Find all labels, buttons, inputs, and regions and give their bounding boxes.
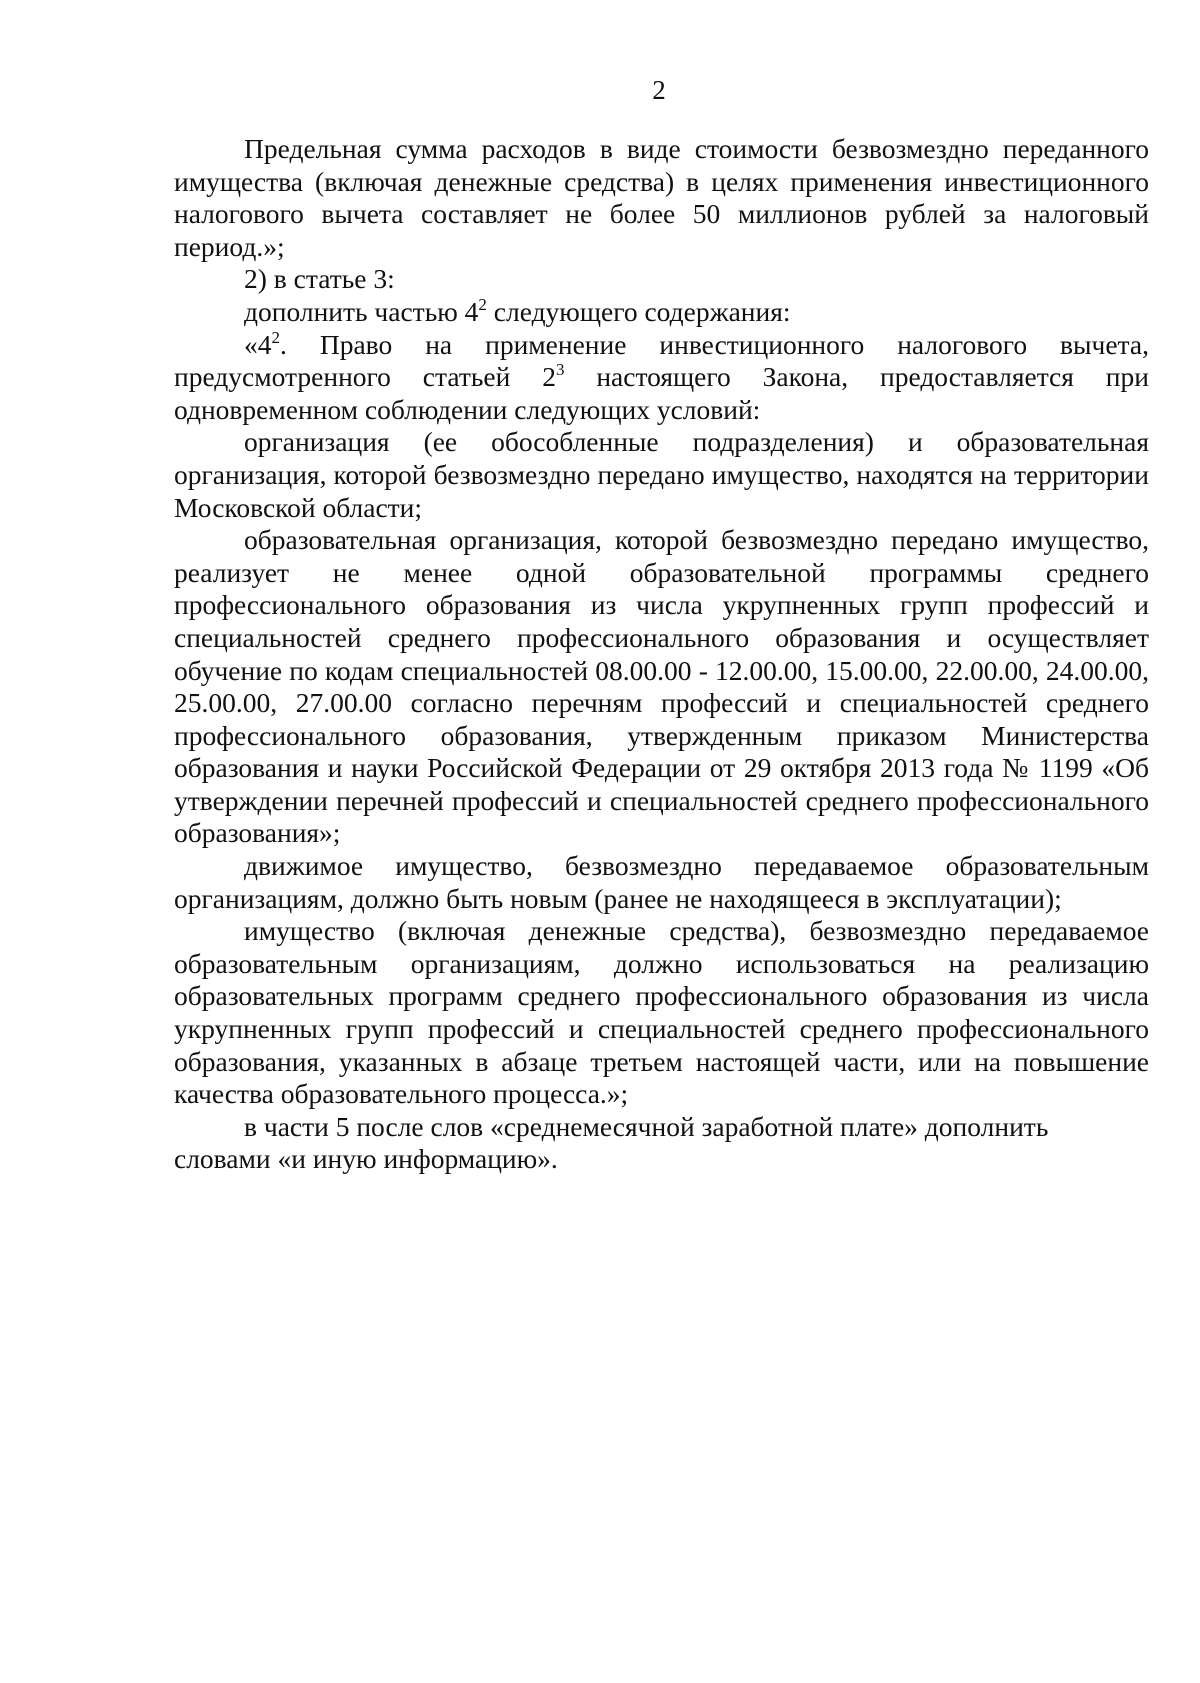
deduction-text-before: «4 bbox=[244, 328, 272, 360]
paragraph-condition-location: организация (ее обособленные подразделения) и образовательная организация, которой безвозмездно передано имущество, находятся на территории Московской области; bbox=[174, 426, 1149, 523]
paragraph-condition-property-use: имущество (включая денежные средства), безвозмездно передаваемое образовательным организациям, должно использоваться на реализацию образовательных программ среднего профессионального образования из числа укрупненных групп профессий и специальностей среднего профессионального образования, указанных в абзаце третьем настоящей части, или на повышение качества образовательного процесса.»; bbox=[174, 915, 1149, 1110]
add-part-text-before: дополнить частью 4 bbox=[244, 295, 479, 327]
deduction-superscript-part: 2 bbox=[271, 327, 280, 347]
add-part-text-after: следующего содержания: bbox=[486, 295, 791, 327]
paragraph-right-to-deduction bbox=[174, 329, 1149, 427]
document-body bbox=[174, 133, 1149, 1176]
paragraph-expense-limit: Предельная сумма расходов в виде стоимости безвозмездно переданного имущества (включая денежные средства) в целях применения инвестиционного налогового вычета составляет не более 50 миллионов рублей за налоговый период.»; bbox=[174, 133, 1149, 262]
paragraph-condition-new-property: движимое имущество, безвозмездно передаваемое образовательным организациям, должно быть новым (ранее не находящееся в эксплуатации); bbox=[174, 850, 1149, 914]
deduction-text-middle: . Право на применение инвестиционного налогового вычета, предусмотренного статьей 2 bbox=[174, 328, 1149, 393]
paragraph-article-3: 2) в статье 3: bbox=[244, 263, 395, 295]
deduction-text-after: настоящего Закона, предоставляется при одновременном соблюдении следующих условий: bbox=[174, 361, 1149, 425]
deduction-superscript-article: 3 bbox=[555, 360, 565, 380]
page-number: 2 bbox=[652, 75, 666, 105]
add-part-superscript: 2 bbox=[478, 294, 487, 314]
paragraph-condition-education-program: образовательная организация, которой безвозмездно передано имущество, реализует не менее одной образовательной программы среднего профессионального образования из числа укрупненных групп профессий и специальностей среднего профессионального образования и осуществляет обучение по кодам специальностей 08.00.00 - 12.00.00, 15.00.00, 22.00.00, 24.00.00, 25.00.00, 27.00.00 согласно перечням профессий и специальностей среднего профессионального образования, утвержденным приказом Министерства образования и науки Российской Федерации от 29 октября 2013 года № 1199 «Об утверждении перечней профессий и специальностей среднего профессионального образования»; bbox=[174, 524, 1149, 849]
paragraph-add-part bbox=[174, 296, 1149, 329]
paragraph-part-5-amendment: в части 5 после слов «среднемесячной заработной плате» дополнить словами «и иную информацию». bbox=[174, 1110, 1049, 1175]
